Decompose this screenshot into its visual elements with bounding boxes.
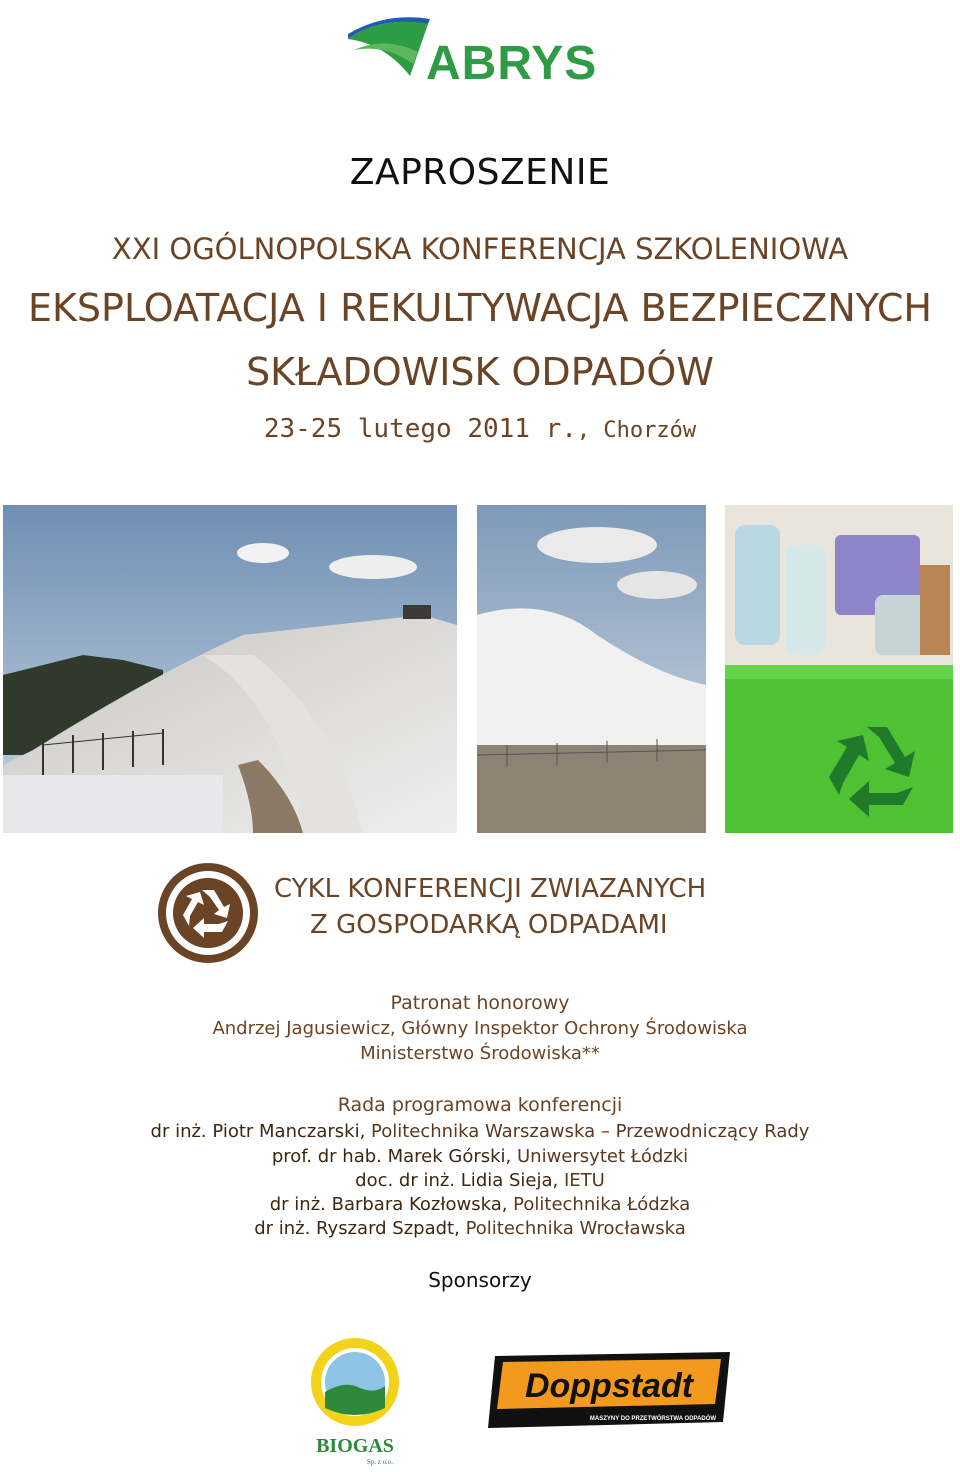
biogas-logo-icon [300,1330,410,1468]
recycling-bin-photo [725,505,953,833]
patron: Andrzej Jagusiewicz, Główny Inspektor Ochrony Środowiska [212,1018,748,1039]
patronage-heading: Patronat honorowy [390,992,570,1014]
logo-brand-text: ABRYS [426,37,598,90]
cycle-line-2: Z GOSPODARKĄ ODPADAMI [310,910,668,940]
doppstadt-logo-icon [485,1352,735,1438]
doppstadt-name: Doppstadt [524,1367,694,1405]
biogas-name: BIOGAS [316,1435,394,1457]
council-member: dr inż. Piotr Manczarski, Politechnika Warszawska – Przewodniczący Rady [150,1121,810,1142]
landfill-road-photo [3,505,457,833]
topic-line-2: SKŁADOWISK ODPADÓW [246,350,714,394]
doppstadt-tagline: MASZYNY DO PRZETWÓRSTWA ODPADÓW [589,1416,717,1422]
topic-line-1: EKSPLOATACJA I REKULTYWACJA BEZPIECZNYCH [27,286,933,330]
program-council-heading: Rada programowa konferencji [337,1094,623,1116]
landfill-slope-photo [477,505,706,833]
council-member: doc. dr inż. Lidia Sieja, IETU [355,1170,605,1191]
ministry: Ministerstwo Środowiska** [360,1043,600,1064]
sponsors-heading: Sponsorzy [428,1268,532,1292]
place: , Chorzów [576,418,697,443]
recycle-icon [157,862,259,964]
council-member: prof. dr hab. Marek Górski, Uniwersytet Łódzki [271,1146,689,1167]
date-place [0,414,960,444]
cycle-line-1: CYKL KONFERENCJI ZWIAZANYCH [274,874,707,904]
council-member: dr inż. Barbara Kozłowska, Politechnika Łódzka [269,1194,691,1215]
date: 23-25 lutego 2011 r. [263,414,577,444]
biogas-sub: Sp. z o.o. [366,1458,394,1466]
invitation-title: ZAPROSZENIE [349,152,611,193]
conference-series: XXI OGÓLNOPOLSKA KONFERENCJA SZKOLENIOWA [111,232,849,266]
council-member: dr inż. Ryszard Szpadt, Politechnika Wrocławska [254,1218,686,1239]
